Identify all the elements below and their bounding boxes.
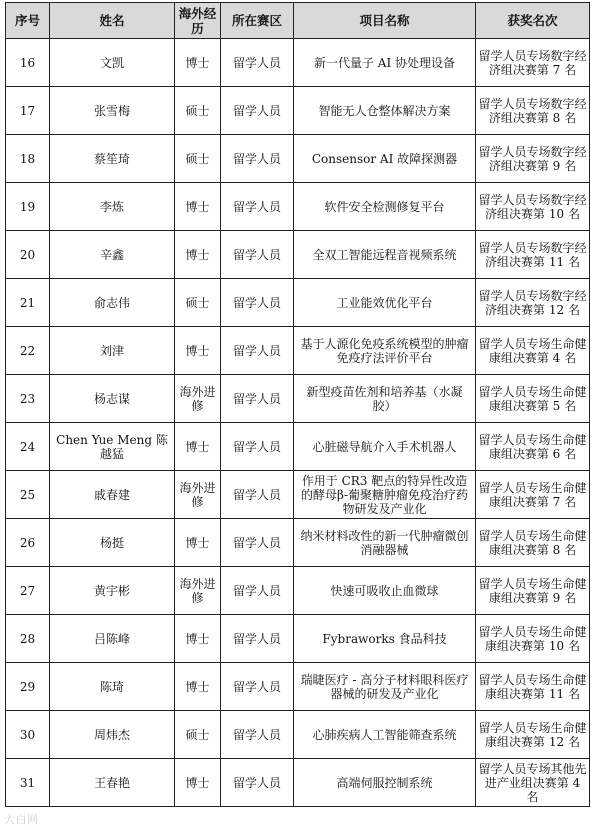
cell-no: 31 <box>6 759 50 807</box>
cell-project: 智能无人仓整体解决方案 <box>294 87 476 135</box>
cell-name: 蔡笙琦 <box>50 135 175 183</box>
cell-name: 杨挺 <box>50 519 175 567</box>
cell-award: 留学人员专场生命健康组决赛第 12 名 <box>476 711 590 759</box>
cell-award: 留学人员专场数字经济组决赛第 8 名 <box>476 87 590 135</box>
cell-overseas: 硕士 <box>175 711 221 759</box>
cell-project: Fybraworks 食品科技 <box>294 615 476 663</box>
cell-region: 留学人员 <box>221 759 294 807</box>
cell-name: 戚春建 <box>50 471 175 519</box>
cell-project: 纳米材料改性的新一代肿瘤微创消融器械 <box>294 519 476 567</box>
cell-region: 留学人员 <box>221 279 294 327</box>
cell-no: 25 <box>6 471 50 519</box>
cell-region: 留学人员 <box>221 327 294 375</box>
cell-award: 留学人员专场其他先进产业组决赛第 4 名 <box>476 759 590 807</box>
cell-name: 陈琦 <box>50 663 175 711</box>
header-overseas: 海外经历 <box>175 3 221 39</box>
cell-region: 留学人员 <box>221 423 294 471</box>
results-table <box>5 2 590 807</box>
cell-overseas: 博士 <box>175 231 221 279</box>
table-row <box>6 39 590 87</box>
cell-name: 杨志谋 <box>50 375 175 423</box>
header-award: 获奖名次 <box>476 3 590 39</box>
cell-overseas: 海外进修 <box>175 567 221 615</box>
cell-award: 留学人员专场生命健康组决赛第 11 名 <box>476 663 590 711</box>
cell-no: 16 <box>6 39 50 87</box>
table-row <box>6 87 590 135</box>
cell-no: 28 <box>6 615 50 663</box>
cell-no: 30 <box>6 711 50 759</box>
table-row <box>6 183 590 231</box>
cell-project: 全双工智能远程音视频系统 <box>294 231 476 279</box>
cell-project: 新型疫苗佐剂和培养基（水凝胶） <box>294 375 476 423</box>
header-project: 项目名称 <box>294 3 476 39</box>
cell-award: 留学人员专场生命健康组决赛第 7 名 <box>476 471 590 519</box>
table-row <box>6 759 590 807</box>
cell-project: 基于人源化免疫系统模型的肿瘤免疫疗法评价平台 <box>294 327 476 375</box>
cell-region: 留学人员 <box>221 87 294 135</box>
table-row <box>6 135 590 183</box>
cell-region: 留学人员 <box>221 375 294 423</box>
table-row <box>6 375 590 423</box>
cell-no: 19 <box>6 183 50 231</box>
table-row <box>6 567 590 615</box>
cell-name: 周炜杰 <box>50 711 175 759</box>
cell-overseas: 博士 <box>175 423 221 471</box>
cell-award: 留学人员专场生命健康组决赛第 8 名 <box>476 519 590 567</box>
table-row <box>6 279 590 327</box>
cell-region: 留学人员 <box>221 567 294 615</box>
cell-overseas: 博士 <box>175 39 221 87</box>
cell-name: 刘津 <box>50 327 175 375</box>
cell-award: 留学人员专场生命健康组决赛第 5 名 <box>476 375 590 423</box>
cell-overseas: 硕士 <box>175 135 221 183</box>
cell-name: 王春艳 <box>50 759 175 807</box>
table-row <box>6 423 590 471</box>
cell-award: 留学人员专场数字经济组决赛第 9 名 <box>476 135 590 183</box>
cell-no: 17 <box>6 87 50 135</box>
table-row <box>6 615 590 663</box>
cell-project: 心脏磁导航介入手术机器人 <box>294 423 476 471</box>
cell-region: 留学人员 <box>221 663 294 711</box>
cell-award: 留学人员专场生命健康组决赛第 4 名 <box>476 327 590 375</box>
table-row <box>6 663 590 711</box>
header-no: 序号 <box>6 3 50 39</box>
cell-award: 留学人员专场生命健康组决赛第 6 名 <box>476 423 590 471</box>
cell-name: 李炼 <box>50 183 175 231</box>
cell-name: Chen Yue Meng 陈越猛 <box>50 423 175 471</box>
cell-no: 29 <box>6 663 50 711</box>
table-header <box>6 3 590 39</box>
cell-project: 快速可吸收止血微球 <box>294 567 476 615</box>
cell-name: 辛鑫 <box>50 231 175 279</box>
cell-award: 留学人员专场生命健康组决赛第 10 名 <box>476 615 590 663</box>
cell-region: 留学人员 <box>221 711 294 759</box>
cell-project: 新一代量子 AI 协处理设备 <box>294 39 476 87</box>
cell-no: 23 <box>6 375 50 423</box>
cell-overseas: 海外进修 <box>175 471 221 519</box>
cell-name: 文凯 <box>50 39 175 87</box>
cell-project: 心肺疾病人工智能筛查系统 <box>294 711 476 759</box>
cell-project: 高端伺服控制系统 <box>294 759 476 807</box>
cell-overseas: 博士 <box>175 759 221 807</box>
table-row <box>6 231 590 279</box>
cell-no: 21 <box>6 279 50 327</box>
watermark: 大白网 <box>4 813 39 826</box>
cell-region: 留学人员 <box>221 135 294 183</box>
cell-project: Consensor AI 故障探测器 <box>294 135 476 183</box>
cell-award: 留学人员专场数字经济组决赛第 11 名 <box>476 231 590 279</box>
table-row <box>6 471 590 519</box>
cell-region: 留学人员 <box>221 615 294 663</box>
cell-project: 软件安全检测修复平台 <box>294 183 476 231</box>
cell-name: 张雪梅 <box>50 87 175 135</box>
cell-overseas: 博士 <box>175 519 221 567</box>
table-row <box>6 711 590 759</box>
cell-region: 留学人员 <box>221 39 294 87</box>
cell-project: 工业能效优化平台 <box>294 279 476 327</box>
cell-name: 俞志伟 <box>50 279 175 327</box>
cell-no: 18 <box>6 135 50 183</box>
cell-region: 留学人员 <box>221 471 294 519</box>
cell-name: 吕陈峰 <box>50 615 175 663</box>
cell-overseas: 博士 <box>175 663 221 711</box>
cell-award: 留学人员专场数字经济组决赛第 12 名 <box>476 279 590 327</box>
cell-overseas: 硕士 <box>175 279 221 327</box>
cell-no: 26 <box>6 519 50 567</box>
header-row <box>6 3 590 39</box>
cell-no: 24 <box>6 423 50 471</box>
cell-award: 留学人员专场数字经济组决赛第 10 名 <box>476 183 590 231</box>
cell-no: 20 <box>6 231 50 279</box>
header-region: 所在赛区 <box>221 3 294 39</box>
cell-no: 27 <box>6 567 50 615</box>
cell-overseas: 博士 <box>175 615 221 663</box>
cell-award: 留学人员专场生命健康组决赛第 9 名 <box>476 567 590 615</box>
cell-overseas: 博士 <box>175 327 221 375</box>
cell-overseas: 海外进修 <box>175 375 221 423</box>
cell-name: 黄宇彬 <box>50 567 175 615</box>
cell-overseas: 博士 <box>175 183 221 231</box>
cell-project: 作用于 CR3 靶点的特异性改造的酵母β-葡聚糖肿瘤免疫治疗药物研发及产业化 <box>294 471 476 519</box>
header-name: 姓名 <box>50 3 175 39</box>
cell-region: 留学人员 <box>221 519 294 567</box>
cell-region: 留学人员 <box>221 231 294 279</box>
table-row <box>6 327 590 375</box>
cell-project: 瑞睫医疗 - 高分子材料眼科医疗器械的研发及产业化 <box>294 663 476 711</box>
table-body <box>6 39 590 807</box>
cell-region: 留学人员 <box>221 183 294 231</box>
cell-overseas: 硕士 <box>175 87 221 135</box>
table-row <box>6 519 590 567</box>
cell-no: 22 <box>6 327 50 375</box>
cell-award: 留学人员专场数字经济组决赛第 7 名 <box>476 39 590 87</box>
